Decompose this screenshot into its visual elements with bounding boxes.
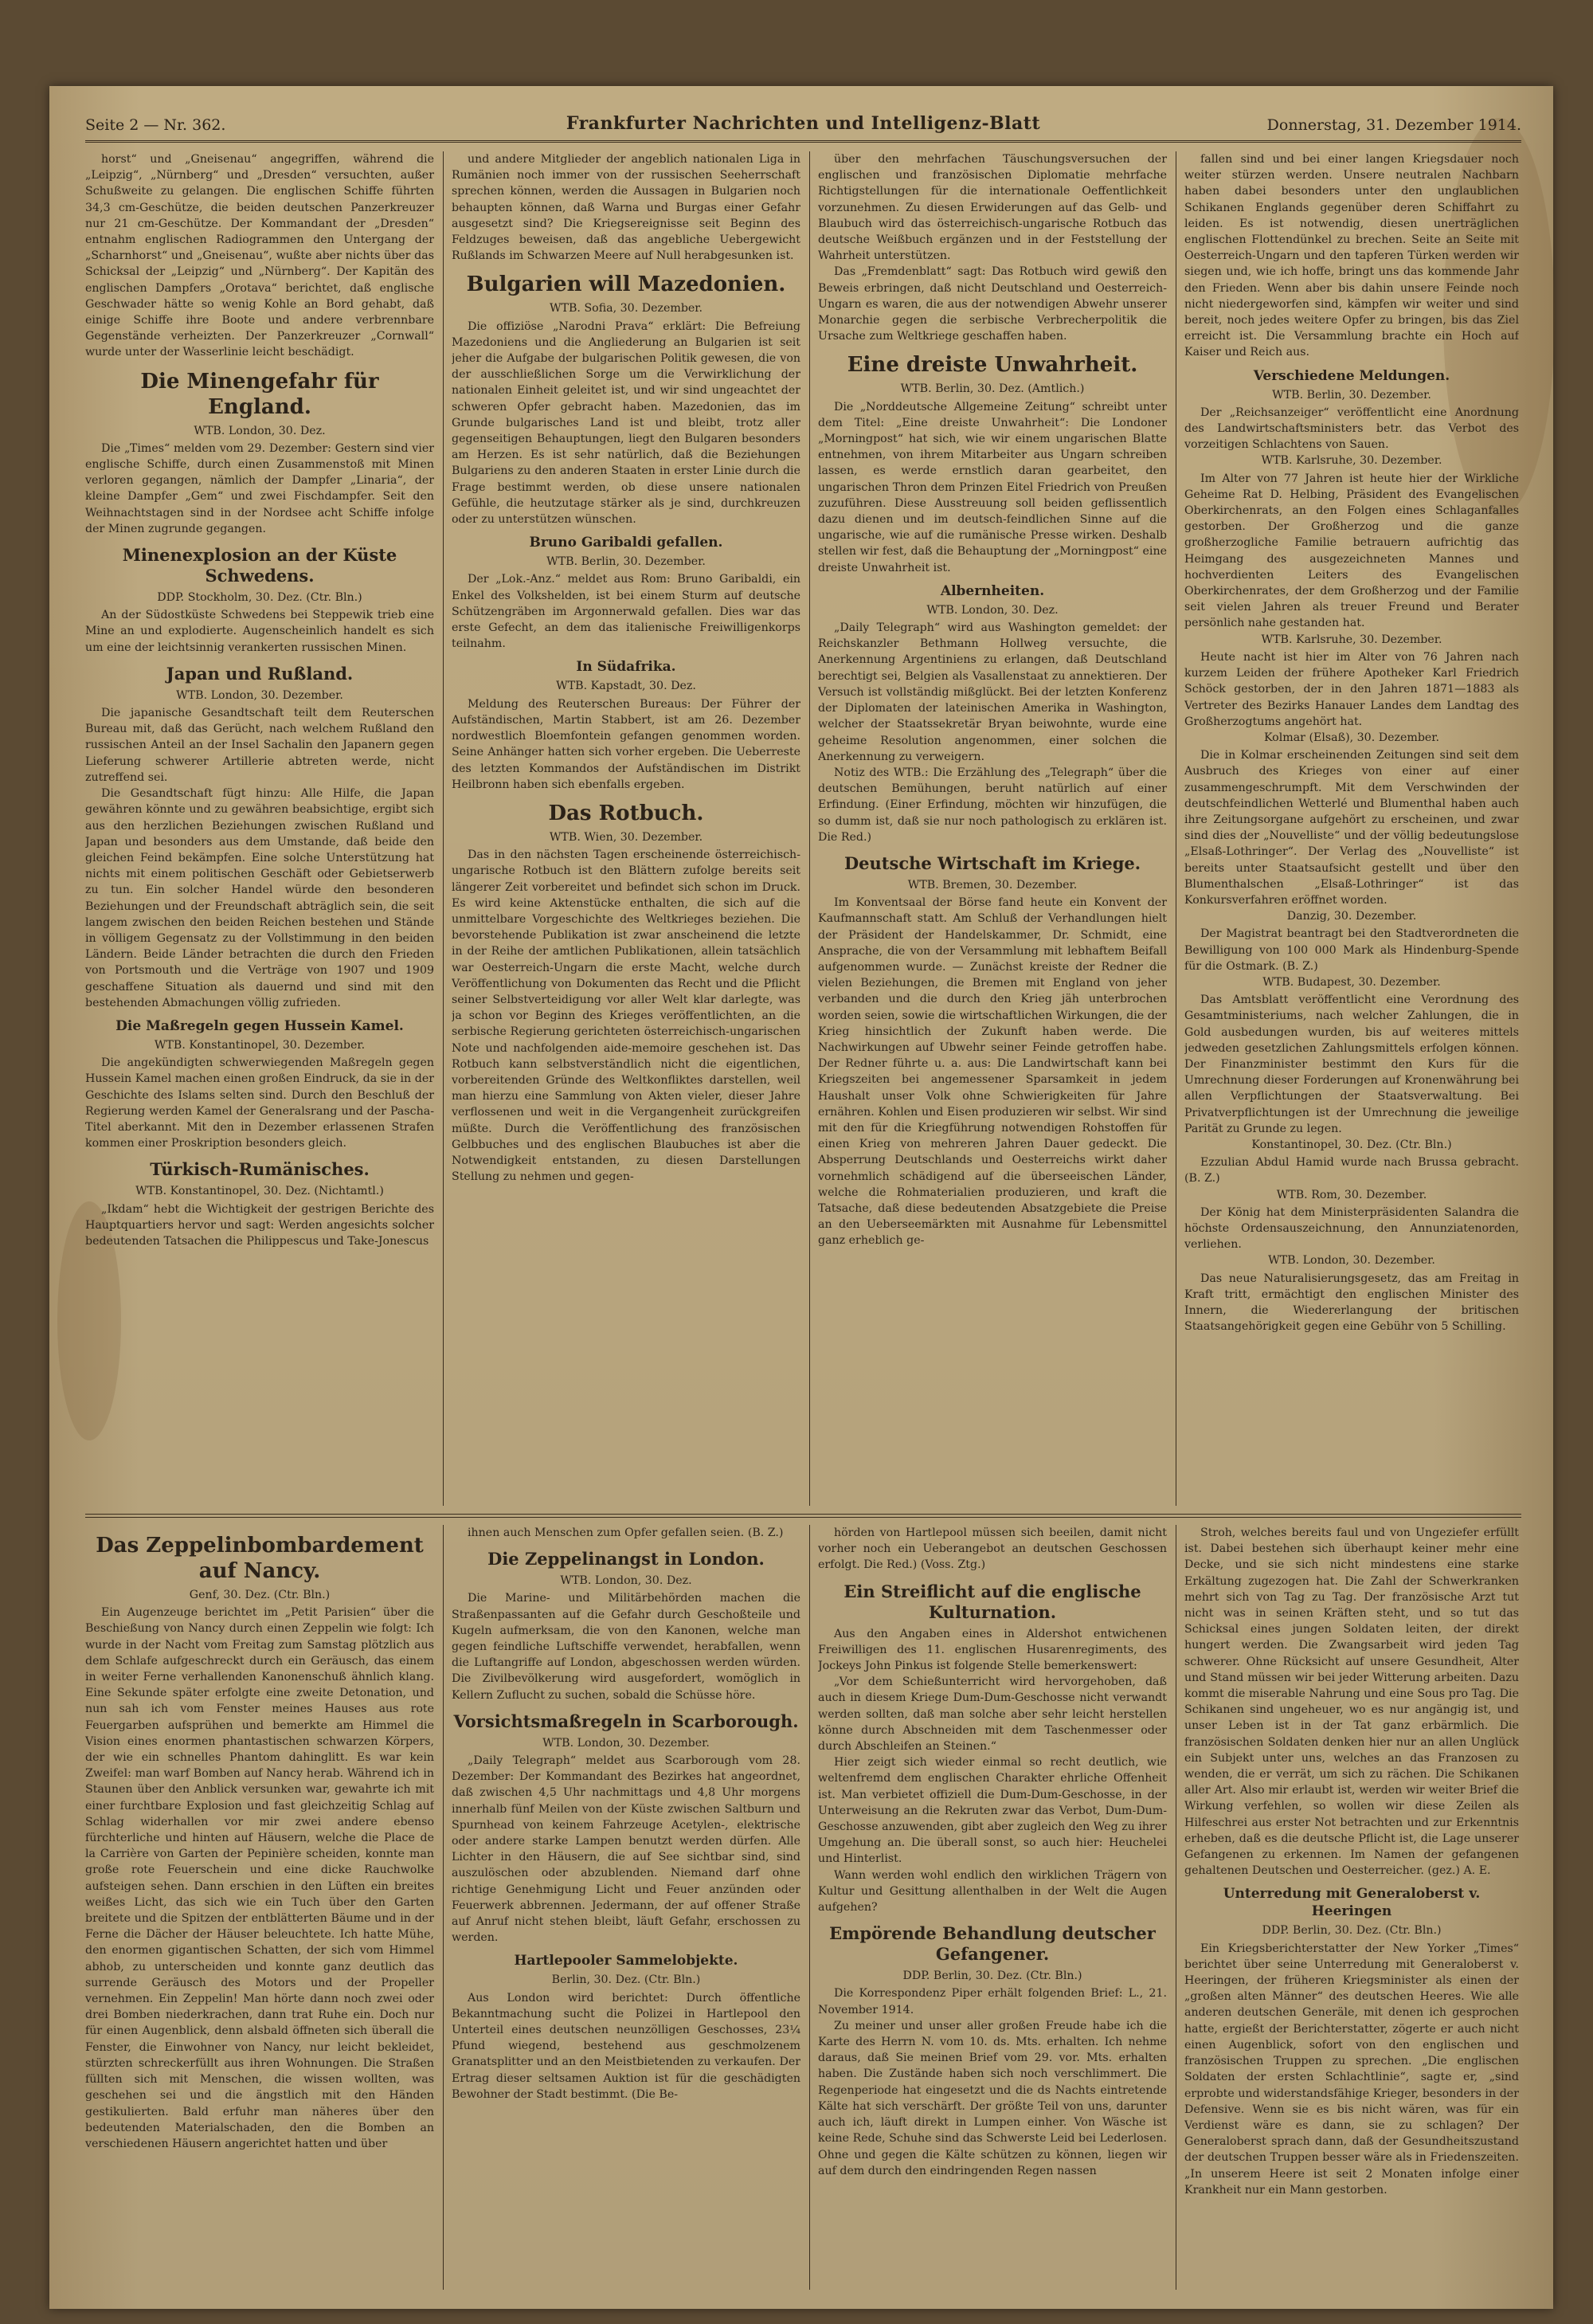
paragraph: Der Magistrat beantragt bei den Stadtverordneten die Bewilligung von 100 000 Mark als Hindenburg-Spende für die Ostmark. (B. Z.) bbox=[1184, 927, 1519, 973]
paragraph: horst“ und „Gneisenau“ angegriffen, während die „Leipzig“, „Nürnberg“ und „Dresden“ versuchten, außer Schußweite zu gelangen. Die englischen Schiffe führten 34,3 cm-Geschütze, die beiden deutschen Panzerkreuzer nur 21 cm-Geschütze. Der Kommandant der „Dresden“ entnahm englischen Radiogrammen den Untergang der „Scharnhorst“ und „Gneisenau“, wußte aber nichts über das Schicksal der „Leipzig“ und „Nürnberg“. Der Kapitän des englischen Dampfers „Orotava“ berichtet, daß englische Geschwader hätte so wenig Kohle an Bord gehabt, daß einige Schiffe ihre Boote und andere verbrennbare Gegenstände verheizten. Der Panzerkreuzer „Cornwall“ wurde unter der Wasserlinie leicht beschädigt. bbox=[85, 153, 434, 359]
column-rule bbox=[809, 1525, 810, 2290]
paragraph: „Vor dem Schießunterricht wird hervorgehoben, daß auch in diesem Kriege Dum-Dum-Geschosse nicht verwandt werden sollten, daß man solche aber sehr leicht herstellen könne durch Abschneiden mit dem Taschenmesser oder durch Abschleifen an Steinen.“ bbox=[818, 1675, 1167, 1754]
paragraph: Aus London wird berichtet: Durch öffentliche Bekanntmachung sucht die Polizei in Hartlepool den Unterteil eines deutschen neunzölligen Geschosses, 23¼ Pfund wiegend, bestehend aus geschmolzenem Granatsplitter und an den Meistbietenden zu verkaufen. Der Ertrag dieser seltsamen Auktion ist für die geschädigten Bewohner der Stadt bestimmt. (Die Be- bbox=[452, 1991, 800, 2101]
headline: Empörende Behandlung deutscher Gefangener. bbox=[829, 1923, 1156, 1965]
dateline: WTB. London, 30. Dez. bbox=[926, 603, 1059, 617]
dateline: WTB. Kapstadt, 30. Dez. bbox=[556, 680, 696, 693]
dateline: WTB. Berlin, 30. Dezember. bbox=[546, 555, 706, 569]
subheadline: Albernheiten. bbox=[940, 582, 1045, 599]
newspaper-page bbox=[49, 86, 1553, 2309]
paragraph: Das „Fremdenblatt“ sagt: Das Rotbuch wird gewiß den Beweis erbringen, daß nicht Deutschland und Oesterreich-Ungarn es waren, die aus der notwendigen Abwehr unserer Monarchie gegen die serbische Verbrecherpolitik die Ursache zum Weltkriege geschaffen haben. bbox=[818, 265, 1167, 343]
dateline: WTB. Karlsruhe, 30. Dezember. bbox=[1261, 454, 1442, 468]
paragraph: Notiz des WTB.: Die Erzählung des „Telegraph“ über die deutschen Bemühungen, beruht natürlich auf einer Erfindung. (Einer Erfindung, möchten wir hinzufügen, die so dumm ist, daß sie nur noch pathologisch zu erklären ist. Die Red.) bbox=[818, 766, 1167, 844]
headline: Das Zeppelinbombardement auf Nancy. bbox=[96, 1534, 424, 1583]
dateline: WTB. Sofia, 30. Dezember. bbox=[549, 302, 703, 315]
dateline: WTB. Berlin, 30. Dez. (Amtlich.) bbox=[900, 382, 1085, 396]
paragraph: über den mehrfachen Täuschungsversuchen der englischen und französischen Diplomatie mehrfache Richtigstellungen für die internationale Oeffentlichkeit vorzunehmen. Zu diesen Erwiderungen auf das Gelb- und Blaubuch wird das österreichisch-ungarische Rotbuch das deutsche Weißbuch ergänzen und in der Feststellung der Wahrheit unterstützen. bbox=[818, 153, 1167, 263]
paragraph: Die in Kolmar erscheinenden Zeitungen sind seit dem Ausbruch des Krieges von einer auf einer zusammengeschrumpft. Mit dem Verschwinden der deutschfeindlichen Wetterlé und Blumenthal haben auch ihre Zeitungsorgane aufgehört zu erscheinen, und zwar sind dies der „Nouvelliste“ und der völlig bedeutungslose „Elsaß-Lothringer“. Der Verlag des „Nouvelliste“ ist bereits unter Staatsaufsicht gestellt und über den Blumenthalschen „Elsaß-Lothringer“ ist das Konkursverfahren eröffnet worden. bbox=[1184, 749, 1519, 907]
top-column-4 bbox=[1184, 151, 1519, 1506]
paragraph: fallen sind und bei einer langen Kriegsdauer noch weiter stürzen werden. Unsere neutralen Nachbarn haben dabei besonders unter den unglaublichen Schikanen Englands gegenüber deren Schiffahrt zu leiden. Es ist notwendig, diesen unerträglichen englischen Flottendünkel zu brechen. Seite an Seite mit Oesterreich-Ungarn und den tapferen Türken werden wir siegen und, wie ich hoffe, bringt uns das kommende Jahr den Frieden. Wenn aber bis dahin unsere Feinde noch nicht niedergeworfen sind, kämpfen wir weiter und sind bereit, noch jedes weitere Opfer zu bringen, bis das Ziel erreicht ist. Die Versammlung brachte ein Hoch auf Kaiser und Reich aus. bbox=[1184, 153, 1519, 359]
top-column-2 bbox=[452, 151, 800, 1506]
dateline: WTB. Rom, 30. Dezember. bbox=[1276, 1188, 1427, 1201]
paragraph: Das Amtsblatt veröffentlicht eine Verordnung des Gesamtministeriums, nach welcher Zahlungen, die in Gold ausbedungen wurden, bis auf weiteres mittels jedweden gesetzlichen Zahlungsmittels erfolgen können. Der Finanzminister bestimmt den Kurs für die Umrechnung dieser Forderungen auf Kronenwährung bei allen Verpflichtungen der Staatsverwaltung. Bei Privatverpflichtungen ist der Umrechnung die jeweilige Parität zu Grunde zu legen. bbox=[1184, 993, 1519, 1135]
paragraph: Ezzulian Abdul Hamid wurde nach Brussa gebracht. (B. Z.) bbox=[1184, 1156, 1519, 1186]
dateline: Kolmar (Elsaß), 30. Dezember. bbox=[1263, 731, 1440, 744]
dateline: WTB. Konstantinopel, 30. Dezember. bbox=[154, 1038, 366, 1052]
paragraph: und andere Mitglieder der angeblich nationalen Liga in Rumänien noch immer von der russischen Seeherrschaft sprechen können, werden die Aussagen in Bulgarien noch behaupten können, daß Warna und Burgas einer Gefahr ausgesetzt sind? Die Kriegsereignisse seit Beginn des Feldzuges beweisen, daß das angebliche Uebergewicht Rußlands im Schwarzen Meere auf Null herabgesunken ist. bbox=[452, 153, 800, 263]
paragraph: Ein Kriegsberichterstatter der New Yorker „Times“ berichtet über seine Unterredung mit Generaloberst v. Heeringen, der früheren Kriegsminister als einen der „großen alten Männer“ des deutschen Heeres. Wie alle anderen deutschen Generäle, mit denen ich gesprochen hatte, ergießt der Berichterstatter, zögerte er auch nicht einen Augenblick, sofort von den englischen und französischen Truppen zu sprechen. „Die englischen Soldaten der ersten Schlachtlinie“, sagte er, „sind erprobte und widerstandsfähige Krieger, besonders in der Defensive. Wenn sie es bis nicht wären, was für ein Verdienst wäre es dann, sie zu schlagen? Der Generaloberst sprach dann, daß der Gesundheitszustand der deutschen Truppen besser wäre als in Friedenszeiten. „In unserem Heere ist seit 2 Monaten infolge einer Krankheit nur ein Mann gestorben. bbox=[1184, 1942, 1519, 2197]
paragraph: Im Alter von 77 Jahren ist heute hier der Wirkliche Geheime Rat D. Helbing, Präsident des Evangelischen Oberkirchenrats, an den Folgen eines Schlaganfalles gestorben. Der Großherzog und die ganze großherzogliche Familie betrauern aufrichtig das Heimgang des ausgezeichneten Mannes und hochverdienten Leiters des Evangelischen Oberkirchenrates, der dem Großherzog und der Familie seit vielen Jahren als treuer Freund und Berater persönlich nahe gestanden hat. bbox=[1184, 472, 1519, 630]
dateline: WTB. London, 30. Dezember. bbox=[542, 1736, 710, 1750]
paragraph: Die offiziöse „Narodni Prava“ erklärt: Die Befreiung Mazedoniens und die Angliederung an Bulgarien ist seit jeher die Aufgabe der bulgarischen Politik gewesen, die von der ausschließlichen Sorge um die Verwirklichung der nationalen Einheit geleitet ist, und wir sind ungeachtet der schweren Opfer gebracht haben. Mazedonien, das im Grunde bulgarisches Land ist und bleibt, trotz aller gegenseitigen Behauptungen, liegt den Bulgaren besonders am Herzen. Es ist sehr natürlich, daß die Beziehungen Bulgariens zu den anderen Staaten in erster Linie durch die Frage bestimmt werden, ob diese unsere nationalen Gefühle, die heutzutage stärker als je sind, durchkreuzen oder zu unterstützen wünschen. bbox=[452, 319, 800, 527]
paragraph: Ein Augenzeuge berichtet im „Petit Parisien“ über die Beschießung von Nancy durch einen Zeppelin wie folgt: Ich wurde in der Nacht vom Freitag zum Samstag plötzlich aus dem Schlafe aufgeschreckt durch ein Geräusch, das einem in weiter Ferne verhallenden Kanonenschuß ähnlich klang. Eine Sekunde später erfolgte eine zweite Detonation, und nun sah ich vom Fenster meines Hauses aus rote Feuergarben aufsprühen und bemerkte am Himmel die Vision eines enormen phantastischen schwarzen Körpers, der wie ein schnelles Phantom dahinglitt. Es war kein Zweifel: man warf Bomben auf Nancy herab. Während ich in Staunen über den Anblick versunken war, gewahrte ich mit einer furchtbare Explosion und fast gleichzeitig Schlag auf Schlag widerhallen vor mir zwei andere ebenso fürchterliche und hinten auf Häusern, welche die Place de la Carrière von Garten der Pepinière scheiden, konnte man große rote Feuerschein und eine dicke Rauchwolke aufsteigen sehen. Dann erschien in den Lüften ein breites weißes Licht, das sich wie ein Tuch über den Garten breitete und die Spitzen der entblätterten Bäume und in der Ferne die Dächer der Häuser beleuchtete. Ich hatte Mühe, den enormen gigantischen Schatten, der sich vom Himmel abhob, zu unterscheiden und konnte ganz deutlich das surrende Geräusch des Motors und der Propeller vernehmen. Ein Zeppelin! Man hörte dann noch zwei oder drei Bomben niederkrachen, dann trat Ruhe ein. Doch nur für einen Augenblick, denn alsbald öffneten sich überall die Fenster, die Einwohner von Nancy, nur leicht bekleidet, stürzten schreckerfüllt aus ihren Wohnungen. Die Straßen füllten sich mit Menschen, die wissen wollten, was geschehen sei und die ängstlich mit den Händen gestikulierten. Bald erfuhr man näheres über den bedeutenden Materialschaden, den die Bomben an verschiedenen Häusern angerichtet hatten und über bbox=[85, 1606, 434, 2150]
paragraph: Heute nacht ist hier im Alter von 76 Jahren nach kurzem Leiden der frühere Apotheker Karl Friedrich Schöck gestorben, der in den Jahren 1871—1883 als Vertreter des Bezirks Hanauer Landes dem Landtag des Großherzogtums angehört hat. bbox=[1184, 650, 1519, 728]
dateline: DDP. Berlin, 30. Dez. (Ctr. Bln.) bbox=[902, 1969, 1082, 1983]
dateline: WTB. London, 30. Dezember. bbox=[176, 688, 343, 702]
paragraph: „Daily Telegraph“ meldet aus Scarborough vom 28. Dezember: Der Kommandant des Bezirkes hat angeordnet, daß zwischen 4,5 Uhr nachmittags und 4,8 Uhr morgens innerhalb fünf Meilen von der Küste zwischen Saltburn und Spurnhead von keinem Fahrzeuge Acetylen-, elektrische oder andere starke Lampen benutzt werden dürfen. Alle Lichter in den Häusern, die auf See sichtbar sind, sind auszulöschen oder abzublenden. Niemand darf ohne richtige Genehmigung Licht und Feuer anzünden oder Feuerwerk abbrennen. Jedermann, der auf offener Straße auf Anruf nicht stehen bleibt, läuft Gefahr, erschossen zu werden. bbox=[452, 1754, 800, 1945]
dateline: WTB. London, 30. Dez. bbox=[560, 1574, 692, 1588]
bottom-column-3 bbox=[818, 1525, 1167, 2290]
paragraph: Wann werden wohl endlich den wirklichen Trägern von Kultur und Gesittung allenthalben in der Welt die Augen aufgehen? bbox=[818, 1868, 1167, 1914]
section-rule bbox=[85, 1514, 1521, 1518]
paragraph: hörden von Hartlepool müssen sich beeilen, damit nicht vorher noch ein Ueberangebot an deutschen Geschossen erfolgt. Die Red.) (Voss. Ztg.) bbox=[818, 1526, 1167, 1572]
bottom-column-4 bbox=[1184, 1525, 1519, 2290]
column-rule bbox=[443, 151, 444, 1506]
headline: Deutsche Wirtschaft im Kriege. bbox=[843, 852, 1141, 873]
headline: Ein Streiflicht auf die englische Kulturnation. bbox=[843, 1581, 1141, 1622]
headline: Bulgarien will Mazedonien. bbox=[466, 272, 786, 297]
paragraph: Die „Norddeutsche Allgemeine Zeitung“ schreibt unter dem Titel: „Eine dreiste Unwahrheit“: Die Londoner „Morningpost“ hat sich, wie wir einem ungarischen Blatte entnehmen, von ihrem Mitarbeiter aus Ungarn schreiben lassen, es werde ernstlich daran gearbeitet, den ungarischen Thron dem Prinzen Eitel Friedrich von Preußen zuzuführen. Diese Ausstreuung soll beiden geflissentlich dazu dienen und im deutsch-feindlichen Sinne auf die ungarische, wie auf die rumänische Presse wirken. Deshalb stellen wir fest, daß die Behauptung der „Morningpost“ eine dreiste Unwahrheit ist. bbox=[818, 400, 1167, 574]
bottom-column-2 bbox=[452, 1525, 800, 2290]
top-column-3 bbox=[818, 151, 1167, 1506]
masthead bbox=[85, 112, 1521, 143]
column-rule bbox=[809, 151, 810, 1506]
paragraph: Der „Lok.-Anz.“ meldet aus Rom: Bruno Garibaldi, ein Enkel des Volkshelden, ist bei einem Sturm auf deutsche Schützengräben im Argonnerwald gefallen. Dies war das erste Gefecht, an dem das italienische Freiwilligenkorps teilnahm. bbox=[452, 573, 800, 651]
subheadline: Hartlepooler Sammelobjekte. bbox=[514, 1953, 738, 1969]
dateline: WTB. Budapest, 30. Dezember. bbox=[1262, 975, 1441, 989]
dateline: Konstantinopel, 30. Dez. (Ctr. Bln.) bbox=[1251, 1138, 1452, 1151]
paragraph: ihnen auch Menschen zum Opfer gefallen seien. (B. Z.) bbox=[468, 1526, 784, 1539]
subheadline: In Südafrika. bbox=[576, 659, 676, 676]
bottom-column-1 bbox=[85, 1525, 434, 2290]
paragraph: Die Gesandtschaft fügt hinzu: Alle Hilfe, die Japan gewähren könnte und zu gewähren beabsichtige, ergibt sich aus den herzlichen Beziehungen zwischen Rußland und Japan und besonders aus dem Umstande, daß beide den gleichen Feind bekämpfen. Eine solche Unterstützung hat nichts mit einem politischen Geschäft oder Gebietserwerb zu tun. Ein solcher Handel würde den besonderen Beziehungen und der Freundschaft abträglich sein, die seit langem zwischen den beiden Reichen bestehen und Stände in völligem Gegensatz zu der Vollstimmung in den beiden Ländern. Beide Länder betrachten die durch den Frieden von Portsmouth und die Verträge von 1907 und 1909 geschaffene Situation als dauernd und sind mit den bestehenden Abmachungen völlig zufrieden. bbox=[85, 787, 434, 1009]
dateline: WTB. Wien, 30. Dezember. bbox=[549, 830, 703, 844]
headline: Das Rotbuch. bbox=[548, 801, 704, 825]
paragraph: Aus den Angaben eines in Aldershot entwichenen Freiwilligen des 11. englischen Husarenregiments, des Jockeys John Pinkus ist folgende Stelle bemerkenswert: bbox=[818, 1627, 1167, 1673]
page-number: Seite 2 — Nr. 362. bbox=[85, 116, 226, 134]
paragraph: Hier zeigt sich wieder einmal so recht deutlich, wie weltenfremd dem englischen Charakter ehrliche Offenheit ist. Man verbietet offiziell die Dum-Dum-Geschosse, in der Unterweisung an die Rekruten zwar das Verbot, Dum-Dum-Geschosse anzuwenden, gibt aber zugleich den Weg zu ihrer Umgehung an. Die überall sonst, so auch hier: Heuchelei und Hinterlist. bbox=[818, 1756, 1167, 1866]
dateline: WTB. London, 30. Dez. bbox=[194, 424, 326, 437]
subheadline: Verschiedene Meldungen. bbox=[1253, 367, 1450, 384]
paragraph: Zu meiner und unser aller großen Freude habe ich die Karte des Herrn N. vom 10. ds. Mts. erhalten. Ich nehme daraus, daß Sie meinen Brief vom 29. vor. Mts. erhalten haben. Die Zustände haben sich noch verschlimmert. Die Regenperiode hat eingesetzt und die ds Nachts eintretende Kälte hat sich verschärft. Der größte Teil von uns, darunter auch ich, läuft direkt in Lumpen einher. Von Wäsche ist keine Rede, Schuhe sind das Schwerste Leid bei Lederlosen. Ohne und gegen die Kälte schützen zu können, liegen wir auf dem durch den eindringenden Regen nassen bbox=[818, 2019, 1167, 2177]
dateline: WTB. London, 30. Dezember. bbox=[1268, 1254, 1435, 1268]
headline: Türkisch-Rumänisches. bbox=[150, 1159, 370, 1180]
dateline: WTB. Bremen, 30. Dezember. bbox=[907, 878, 1078, 892]
subheadline: Die Maßregeln gegen Hussein Kamel. bbox=[115, 1017, 404, 1034]
headline: Minenexplosion an der Küste Schwedens. bbox=[122, 545, 397, 586]
headline: Die Zeppelinangst in London. bbox=[487, 1549, 765, 1570]
paragraph: Die japanische Gesandtschaft teilt dem Reuterschen Bureau mit, daß das Gerücht, nach welchem Rußland den russischen Anteil an der Insel Sachalin den Japanern gegen Lieferung schwerer Artillerie abtreten werde, nicht zutreffend sei. bbox=[85, 707, 434, 784]
paragraph: Stroh, welches bereits faul und von Ungeziefer erfüllt ist. Dabei bestehen sich überhaupt keiner mehr eine Decke, und sie sich nicht mindestens eine starke Erkältung zugezogen hat. Die Zahl der Schwerkranken mehrt sich von Tag zu Tag. Der französische Arzt tut nicht was in seinen Kräften steht, und so tut das Schicksal eines jungen Soldaten leiten, der direkt hungert werden. Die Zwangsarbeit wird jeden Tag schwerer. Ohne Rücksicht auf unsere Gesundheit, Alter und Stand müssen wir bei jeder Witterung arbeiten. Dazu kommt die miserable Nahrung und eine Sous pro Tag. Die Schikanen sind ungeheuer, wo es nur angängig ist, und unser Leben ist in der Tat ganz erbärmlich. Die französischen Soldaten denken hier nur an allen Unglück ein Subjekt unter uns, welches an das Franzosen zu wenden, die er verrät, um sich zu rächen. Die Schikanen aller Art. Also mir erlaubt ist, werden wir weiter Brief die Wirkung verfehlen, so wollen wir diese Zeilen als Hilfeschrei aus erster Not betrachten und zur Erkenntnis erheben, daß es die deutsche Pflicht ist, die Lage unserer Gefangenen zu erkennen. Im Namen der gefangenen gehaltenen Deutschen und Oesterreicher. (gez.) A. E. bbox=[1184, 1526, 1519, 1878]
headline: Die Minengefahr für England. bbox=[140, 369, 379, 419]
paragraph: „Ikdam“ hebt die Wichtigkeit der gestrigen Berichte des Hauptquartiers hervor und sagt: Werden angesichts solcher bedeutenden Tatsachen die Philippescus und Take-Jonescus bbox=[85, 1202, 434, 1248]
paragraph: Das in den nächsten Tagen erscheinende österreichisch-ungarische Rotbuch ist den Blättern zufolge bereits seit längerer Zeit vorbereitet und befindet sich schon im Druck. Es wird keine Aktenstücke enthalten, die sich auf die unmittelbare Vorgeschichte des Weltkrieges beziehen. Die bevorstehende Publikation ist zwar anscheinend die letzte in der Reihe der amtlichen Publikationen, allein tatsächlich war Oesterreich-Ungarn die erste Macht, welche durch Veröffentlichung von Dokumenten das Recht und die Pflicht seiner Selbstverteidigung vor aller Welt klar darlegte, was ja schon vor Beginn des Krieges veröffentlichten, an die serbische Regierung gerichteten österreichisch-ungarischen Note und nachfolgenden aide-memoire geschehen ist. Das Rotbuch kann selbstverständlich nicht die eigentlichen, vorbereitenden Gründe des Weltkonfliktes darstellen, weil man hierzu eine Sammlung von Akten vieler, dieser Jahre verflossenen und weit in die Vergangenheit zurückgreifen müßte. Durch die Veröffentlichung des französischen Gelbbuches und des englischen Blaubuches ist aber die Notwendigkeit entstanden, zu diesen Darstellungen Stellung zu nehmen und gegen- bbox=[452, 848, 800, 1184]
dateline: Berlin, 30. Dez. (Ctr. Bln.) bbox=[551, 1973, 701, 1987]
paragraph: Der „Reichsanzeiger“ veröffentlicht eine Anordnung des Landwirtschaftsministers betr. das Verbot des vorzeitigen Schlachtens von Sauen. bbox=[1184, 406, 1519, 452]
issue-date: Donnerstag, 31. Dezember 1914. bbox=[1266, 116, 1521, 134]
headline: Vorsichtsmaßregeln in Scarborough. bbox=[453, 1711, 799, 1731]
paragraph: Die Marine- und Militärbehörden machen die Straßenpassanten auf die Gefahr durch Geschoßteile und Kugeln aufmerksam, die von den Kanonen, welche man gegen feindliche Luftschiffe verwendet, herabfallen, wenn die Luftangriffe auf London, abgeschossen werden würden. Die Zivilbevölkerung wird ausgefordert, womöglich in Kellern Zuflucht zu suchen, sobald die Schüsse höre. bbox=[452, 1592, 800, 1702]
dateline: WTB. Karlsruhe, 30. Dezember. bbox=[1261, 633, 1442, 646]
paragraph: Der König hat dem Ministerpräsidenten Salandra die höchste Ordensauszeichnung, den Annunziatenorden, verliehen. bbox=[1184, 1205, 1519, 1252]
paragraph: Meldung des Reuterschen Bureaus: Der Führer der Aufständischen, Martin Stabbert, ist am 26. Dezember nordwestlich Bloemfontein gefangen genommen worden. Seine Anhänger hatten sich vorher ergeben. Die Ueberreste des letzten Kommandos der Aufständischen im Distrikt Heilbronn haben sich ebenfalls ergeben. bbox=[452, 697, 800, 791]
paragraph: Die „Times“ melden vom 29. Dezember: Gestern sind vier englische Schiffe, durch einen Zusammenstoß mit Minen verloren gegangen, nämlich der Dampfer „Linaria“, der kleine Dampfer „Gem“ und zwei Fischdampfer. Seit den Weihnachtstagen sind in der Nordsee acht Schiffe infolge der Minen zugrunde gegangen. bbox=[85, 441, 434, 535]
dateline: WTB. Berlin, 30. Dezember. bbox=[1272, 388, 1431, 402]
dateline: DDP. Berlin, 30. Dez. (Ctr. Bln.) bbox=[1262, 1924, 1442, 1938]
paragraph: An der Südostküste Schwedens bei Steppewik trieb eine Mine an und explodierte. Augenscheinlich handelt es sich um eine der leichtsinnig verankerten russischen Minen. bbox=[85, 609, 434, 654]
subheadline: Bruno Garibaldi gefallen. bbox=[529, 535, 723, 551]
paragraph: „Daily Telegraph“ wird aus Washington gemeldet: der Reichskanzler Bethmann Hollweg versuchte, die Anerkennung Argentiniens zu erlangen, daß Deutschland berechtigt sei, Belgien als Vasallenstaat zu annektieren. Der Versuch ist vollständig mißglückt. Bei der letzten Konferenz der Diplomaten der lateinischen Amerika in Washington, welcher der Staatssekretär Bryan beiwohnte, wurde eine geheime Resolution angenommen, einer solchen die Anerkennung zu verweigern. bbox=[818, 621, 1167, 763]
dateline: WTB. Konstantinopel, 30. Dez. (Nichtamtl.) bbox=[135, 1185, 384, 1198]
dateline: DDP. Stockholm, 30. Dez. (Ctr. Bln.) bbox=[157, 591, 362, 605]
dateline: Danzig, 30. Dezember. bbox=[1286, 910, 1417, 923]
dateline: Genf, 30. Dez. (Ctr. Bln.) bbox=[189, 1589, 331, 1601]
column-rule bbox=[443, 1525, 444, 2290]
paragraph: Das neue Naturalisierungsgesetz, das am Freitag in Kraft tritt, ermächtigt den englischen Minister des Innern, die Wiedererlangung der britischen Staatsangehörigkeit gegen eine Gebühr von 5 Schilling. bbox=[1184, 1272, 1519, 1334]
paragraph: Die angekündigten schwerwiegenden Maßregeln gegen Hussein Kamel machen einen großen Eindruck, da sie in der Geschichte des Islams selten sind. Durch den Beschluß der Regierung werden Kamel der Generalsrang und der Pascha-Titel aberkannt. Mit den in Dezember erlassenen Strafen kommen einer Proskription besonders gleich. bbox=[85, 1056, 434, 1150]
paragraph: Im Konventsaal der Börse fand heute ein Konvent der Kaufmannschaft statt. Am Schluß der Verhandlungen hielt der Präsident der Handelskammer, Dr. Schmidt, eine Ansprache, die von der Versammlung mit lebhaftem Beifall aufgenommen wurde. — Zunächst kreiste der Redner die vielen Beziehungen, die Bremen mit England von jeher verbanden und die durch den Krieg jäh unterbrochen worden seien, sowie die wirtschaftlichen Wirkungen, die der Krieg hinsichtlich der Zukunft haben werde. Die Nachwirkungen auf Ubwehr seiner Feinde getroffen habe. Der Redner führte u. a. aus: Die Landwirtschaft kann bei Kriegszeiten bei angemessener Sparsamkeit in jedem Haushalt unser Volk ohne Schwierigkeiten für Jahre ernähren. Kohlen und Eisen produzieren wir selbst. Wir sind mit den für die Kriegführung notwendigen Rohstoffen für einen Krieg von mehreren Jahren Dauer gedeckt. Die Absperrung Deutschlands und Oesterreichs wirkt daher vornehmlich schädigend auf die überseeischen Länder, welche die Rohmaterialien produzieren, und kraft die Tatsache, daß diese bedeutenden Absatzgebiete die Preise an den Ueberseemärkten mit Ausnahme für Lebensmittel ganz erheblich ge- bbox=[818, 896, 1167, 1248]
paragraph: Die Korrespondenz Piper erhält folgenden Brief: L., 21. November 1914. bbox=[818, 1987, 1167, 2016]
top-column-1 bbox=[85, 151, 434, 1506]
headline: Eine dreiste Unwahrheit. bbox=[847, 353, 1138, 378]
subheadline: Unterredung mit Generaloberst v. Heeringen bbox=[1223, 1886, 1481, 1920]
headline: Japan und Rußland. bbox=[166, 663, 354, 684]
newspaper-title: Frankfurter Nachrichten und Intelligenz-Blatt bbox=[566, 113, 1041, 134]
